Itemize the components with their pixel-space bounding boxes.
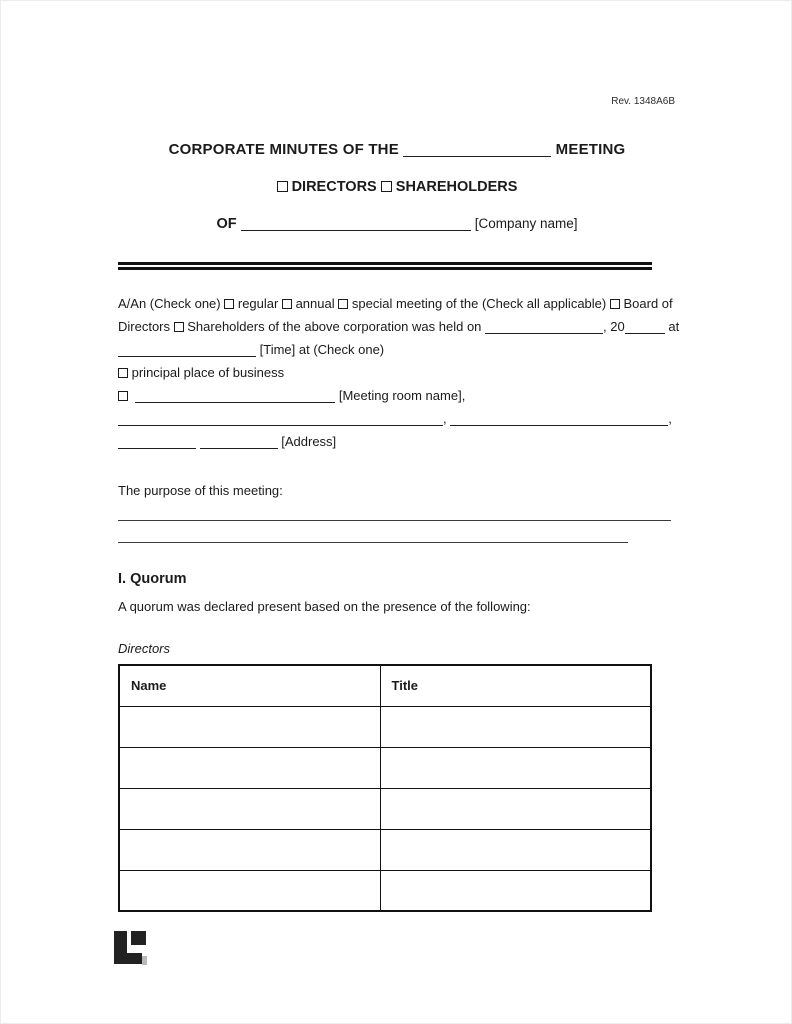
column-header-title: Title bbox=[380, 665, 651, 706]
time-blank[interactable] bbox=[118, 342, 256, 357]
zip-blank[interactable] bbox=[200, 434, 278, 449]
principal-place-label: principal place of business bbox=[131, 365, 285, 380]
purpose-writing-line-2[interactable] bbox=[118, 542, 628, 543]
regular-label: regular bbox=[237, 296, 279, 311]
state-blank[interactable] bbox=[118, 434, 196, 449]
logo-square bbox=[131, 931, 146, 945]
table-cell[interactable] bbox=[380, 829, 651, 870]
meeting-type-blank[interactable] bbox=[403, 142, 551, 157]
shareholders-checkbox[interactable] bbox=[381, 181, 392, 192]
table-row bbox=[119, 829, 651, 870]
purpose-label: The purpose of this meeting: bbox=[118, 483, 283, 498]
column-header-name: Name bbox=[119, 665, 380, 706]
shareholders-intro-checkbox[interactable] bbox=[174, 322, 184, 332]
table-row bbox=[119, 870, 651, 911]
address-placeholder: [Address] bbox=[281, 434, 337, 449]
table-cell[interactable] bbox=[119, 829, 380, 870]
table-row bbox=[119, 706, 651, 747]
at-word: at bbox=[668, 319, 680, 334]
table-cell[interactable] bbox=[380, 747, 651, 788]
year-blank[interactable] bbox=[625, 319, 665, 334]
company-name-blank[interactable] bbox=[241, 216, 471, 231]
intro-line-3 bbox=[118, 338, 688, 361]
of-label: OF bbox=[216, 216, 237, 232]
address-line-2 bbox=[118, 430, 688, 453]
table-cell[interactable] bbox=[119, 747, 380, 788]
directors-table bbox=[118, 664, 652, 912]
table-cell[interactable] bbox=[119, 788, 380, 829]
comma: , bbox=[668, 411, 672, 426]
table-cell[interactable] bbox=[119, 706, 380, 747]
time-placeholder: [Time] at (Check one) bbox=[259, 342, 385, 357]
logo-foot bbox=[127, 953, 142, 964]
meeting-room-placeholder: [Meeting room name], bbox=[338, 388, 466, 403]
intro-paragraph bbox=[118, 292, 688, 361]
city-blank[interactable] bbox=[450, 411, 668, 426]
meeting-room-blank[interactable] bbox=[135, 388, 335, 403]
page-title bbox=[118, 141, 676, 158]
table-cell[interactable] bbox=[380, 870, 651, 911]
title-suffix: MEETING bbox=[555, 141, 626, 158]
company-line bbox=[118, 216, 676, 232]
intro-line-2 bbox=[118, 315, 688, 338]
comma: , bbox=[443, 411, 447, 426]
shareholders-clause: Shareholders of the above corporation was held on bbox=[187, 319, 482, 334]
table-cell[interactable] bbox=[380, 706, 651, 747]
principal-place-checkbox[interactable] bbox=[118, 368, 128, 378]
special-label: special meeting of the (Check all applicable) bbox=[351, 296, 607, 311]
board-checkbox[interactable] bbox=[610, 299, 620, 309]
board-label-part2: Directors bbox=[118, 319, 171, 334]
quorum-section-text: A quorum was declared present based on the presence of the following: bbox=[118, 599, 531, 614]
quorum-section-heading: I. Quorum bbox=[118, 571, 187, 587]
special-checkbox[interactable] bbox=[338, 299, 348, 309]
legal-templates-logo bbox=[114, 931, 147, 965]
principal-place-line bbox=[118, 361, 688, 384]
table-row bbox=[119, 747, 651, 788]
logo-bar bbox=[114, 931, 127, 964]
table-cell[interactable] bbox=[119, 870, 380, 911]
board-label-part1: Board of bbox=[623, 296, 673, 311]
regular-checkbox[interactable] bbox=[224, 299, 234, 309]
location-options bbox=[118, 361, 688, 453]
company-name-placeholder: [Company name] bbox=[474, 216, 578, 231]
table-row bbox=[119, 788, 651, 829]
directors-option-label: DIRECTORS bbox=[291, 179, 377, 195]
table-header-row bbox=[119, 665, 651, 706]
logo-shadow bbox=[142, 956, 147, 965]
table-cell[interactable] bbox=[380, 788, 651, 829]
address-line-1 bbox=[118, 407, 688, 430]
shareholders-option-label: SHAREHOLDERS bbox=[395, 179, 518, 195]
revision-number: Rev. 1348A6B bbox=[611, 96, 675, 107]
purpose-writing-line-1[interactable] bbox=[118, 520, 671, 521]
double-rule-divider bbox=[118, 262, 652, 270]
street-blank[interactable] bbox=[118, 411, 443, 426]
intro-line-1 bbox=[118, 292, 688, 315]
title-prefix: CORPORATE MINUTES OF THE bbox=[168, 141, 399, 158]
directors-checkbox[interactable] bbox=[277, 181, 288, 192]
meeting-date-blank[interactable] bbox=[485, 319, 603, 334]
annual-checkbox[interactable] bbox=[282, 299, 292, 309]
meeting-kind-options bbox=[118, 179, 676, 195]
meeting-room-checkbox[interactable] bbox=[118, 391, 128, 401]
directors-table-body bbox=[119, 706, 651, 911]
directors-table-caption: Directors bbox=[118, 641, 171, 656]
year-prefix: , 20 bbox=[603, 319, 625, 334]
annual-label: annual bbox=[295, 296, 335, 311]
intro-lead: A/An (Check one) bbox=[118, 296, 221, 311]
meeting-room-line bbox=[118, 384, 688, 407]
